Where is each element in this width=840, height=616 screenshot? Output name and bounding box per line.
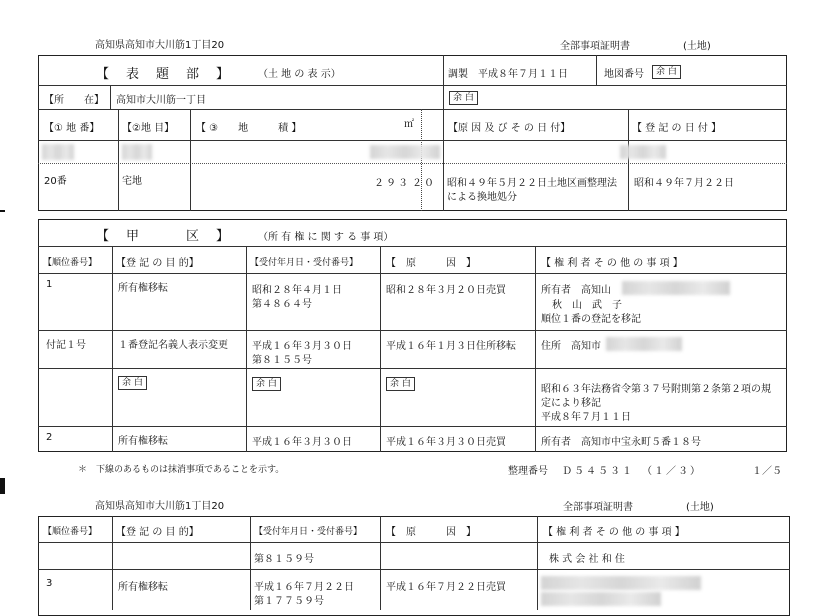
- page2-rowa-rights: 株 式 会 社 和 住: [549, 554, 625, 565]
- row2-touki: 昭和４９年７月２２日: [634, 178, 734, 189]
- page2-rowb-receipt-2: 第１７７５９号: [254, 596, 324, 607]
- kouku-section-label: 【 甲 区 】: [96, 229, 232, 244]
- page2-rowb-rank: 3: [46, 578, 53, 589]
- row1-purpose: 所有権移転: [118, 283, 168, 294]
- seiri-page: （１／３）: [642, 466, 702, 477]
- row1-cause: 昭和２８年３月２０日売買: [386, 285, 506, 296]
- redacted-page2-rights-2: [541, 592, 661, 606]
- row2-chiseki-int: ２９３: [374, 178, 410, 189]
- row2-gen-in-2: による換地処分: [447, 192, 517, 203]
- shozai-stamp: 余 白: [449, 91, 478, 105]
- row1-receipt-2: 第４８６４号: [252, 299, 312, 310]
- row2-chiseki-dec: ２０: [412, 178, 436, 189]
- row3-cause-stamp: 余 白: [386, 377, 415, 391]
- margin-mark: [0, 478, 5, 494]
- row2-purpose: １番登記名義人表示変更: [118, 340, 228, 351]
- hyodai-section-label: 【 表 題 部 】: [96, 67, 232, 82]
- chosei-label: 調製: [448, 69, 468, 80]
- page2-col-rank: 【順位番号】: [43, 527, 98, 537]
- row3-rights-1: 昭和６３年法務省令第３７号附則第２条第２項の規: [541, 384, 771, 395]
- kouku-col-rank: 【順位番号】: [43, 258, 98, 268]
- redacted-touki: [620, 145, 666, 159]
- col-chiban: 【① 地 番】: [44, 123, 100, 134]
- row1-rights-1: 所有者 高知山: [541, 285, 611, 296]
- page2-rowa-receipt: 第８１５９号: [254, 554, 314, 565]
- row3-purpose-stamp: 余 白: [118, 376, 147, 390]
- row3-rights-3: 平成８年７月１１日: [541, 412, 631, 423]
- redacted-row1-address: [622, 281, 730, 295]
- col-chiseki: 【 ③ 地 積 】: [196, 123, 302, 134]
- row1-receipt-1: 昭和２８年４月１日: [252, 285, 342, 296]
- kouku-col-rights: 【 権 利 者 そ の 他 の 事 項 】: [541, 258, 683, 269]
- row2-receipt-2: 第８１５５号: [252, 355, 312, 366]
- redacted-page2-rights-1: [541, 576, 701, 590]
- page2-col-cause: 【 原 因 】: [386, 527, 476, 538]
- kouku-section-sub: （所 有 権 に 関 す る 事 項）: [258, 232, 394, 243]
- redacted-chimoku: [122, 144, 152, 160]
- kouku-col-purpose: 【登 記 の 目 的】: [116, 258, 199, 269]
- row2-receipt-1: 平成１６年３月３０日: [252, 341, 352, 352]
- row2-cause: 平成１６年１月３日住所移転: [386, 341, 516, 352]
- shozai-value: 高知市大川筋一丁目: [116, 95, 206, 106]
- page-number: １／５: [752, 466, 782, 477]
- redacted-row2-address: [606, 337, 682, 351]
- page2-address-header: 高知県高知市大川筋1丁目20: [95, 501, 225, 512]
- seiri-label: 整理番号: [508, 466, 548, 477]
- address-header: 高知県高知市大川筋1丁目20: [95, 40, 225, 51]
- row4-receipt-1: 平成１６年３月３０日: [252, 437, 352, 448]
- row1-rights-3: 順位１番の登記を移記: [541, 314, 641, 325]
- row1-rights-2: 秋 山 武 子: [552, 300, 622, 311]
- row3-receipt-stamp: 余 白: [252, 377, 281, 391]
- chosei-date: 平成８年７月１１日: [478, 69, 568, 80]
- certificate-title: 全部事項証明書: [560, 41, 630, 52]
- chizu-stamp: 余 白: [652, 65, 681, 79]
- page2-col-purpose: 【登 記 の 目 的】: [116, 527, 199, 538]
- row4-rank: 2: [46, 432, 53, 443]
- col-touki: 【 登 記 の 日 付 】: [632, 123, 722, 134]
- row2-chimoku: 宅地: [122, 176, 142, 187]
- page2-col-receipt: 【受付年月日・受付番号】: [254, 527, 363, 537]
- redacted-chiban: [42, 144, 74, 160]
- page2-certificate-kind: (土地): [686, 502, 714, 513]
- kouku-col-receipt: 【受付年月日・受付番号】: [250, 258, 359, 268]
- page2-certificate-title: 全部事項証明書: [563, 502, 633, 513]
- shozai-label: 【所 在】: [44, 95, 104, 106]
- row2-chiban: 20番: [44, 176, 67, 187]
- hyodai-section-sub: （土 地 の 表 示）: [258, 69, 341, 80]
- col-chimoku: 【②地 目】: [122, 123, 175, 134]
- chizu-label: 地図番号: [604, 69, 644, 80]
- certificate-kind: (土地): [683, 41, 711, 52]
- row2-rank: 付記１号: [46, 340, 86, 351]
- page2-rowb-cause: 平成１６年７月２２日売買: [386, 582, 506, 593]
- footnote: ＊ 下線のあるものは抹消事項であることを示す。: [78, 465, 285, 475]
- redacted-chiseki: [370, 145, 440, 159]
- row4-cause: 平成１６年３月３０日売買: [386, 437, 506, 448]
- margin-mark: [0, 210, 5, 212]
- row2-rights-1: 住所 高知市: [541, 341, 601, 352]
- page2-rowb-purpose: 所有権移転: [118, 582, 168, 593]
- col-gen-in: 【原 因 及 び そ の 日 付】: [448, 123, 571, 134]
- row2-gen-in-1: 昭和４９年５月２２日土地区画整理法: [447, 178, 617, 189]
- row4-rights-1: 所有者 高知市中宝永町５番１８号: [541, 437, 701, 448]
- page2-rowb-receipt-1: 平成１６年７月２２日: [254, 582, 354, 593]
- row3-rights-2: 定により移記: [541, 398, 601, 409]
- seiri-value: Ｄ５４５３１: [562, 466, 634, 477]
- row1-rank: 1: [46, 279, 53, 290]
- row4-purpose: 所有権移転: [118, 436, 168, 447]
- col-unit: ㎡: [404, 119, 414, 130]
- page2-col-rights: 【 権 利 者 そ の 他 の 事 項 】: [543, 527, 685, 538]
- kouku-col-cause: 【 原 因 】: [386, 258, 476, 269]
